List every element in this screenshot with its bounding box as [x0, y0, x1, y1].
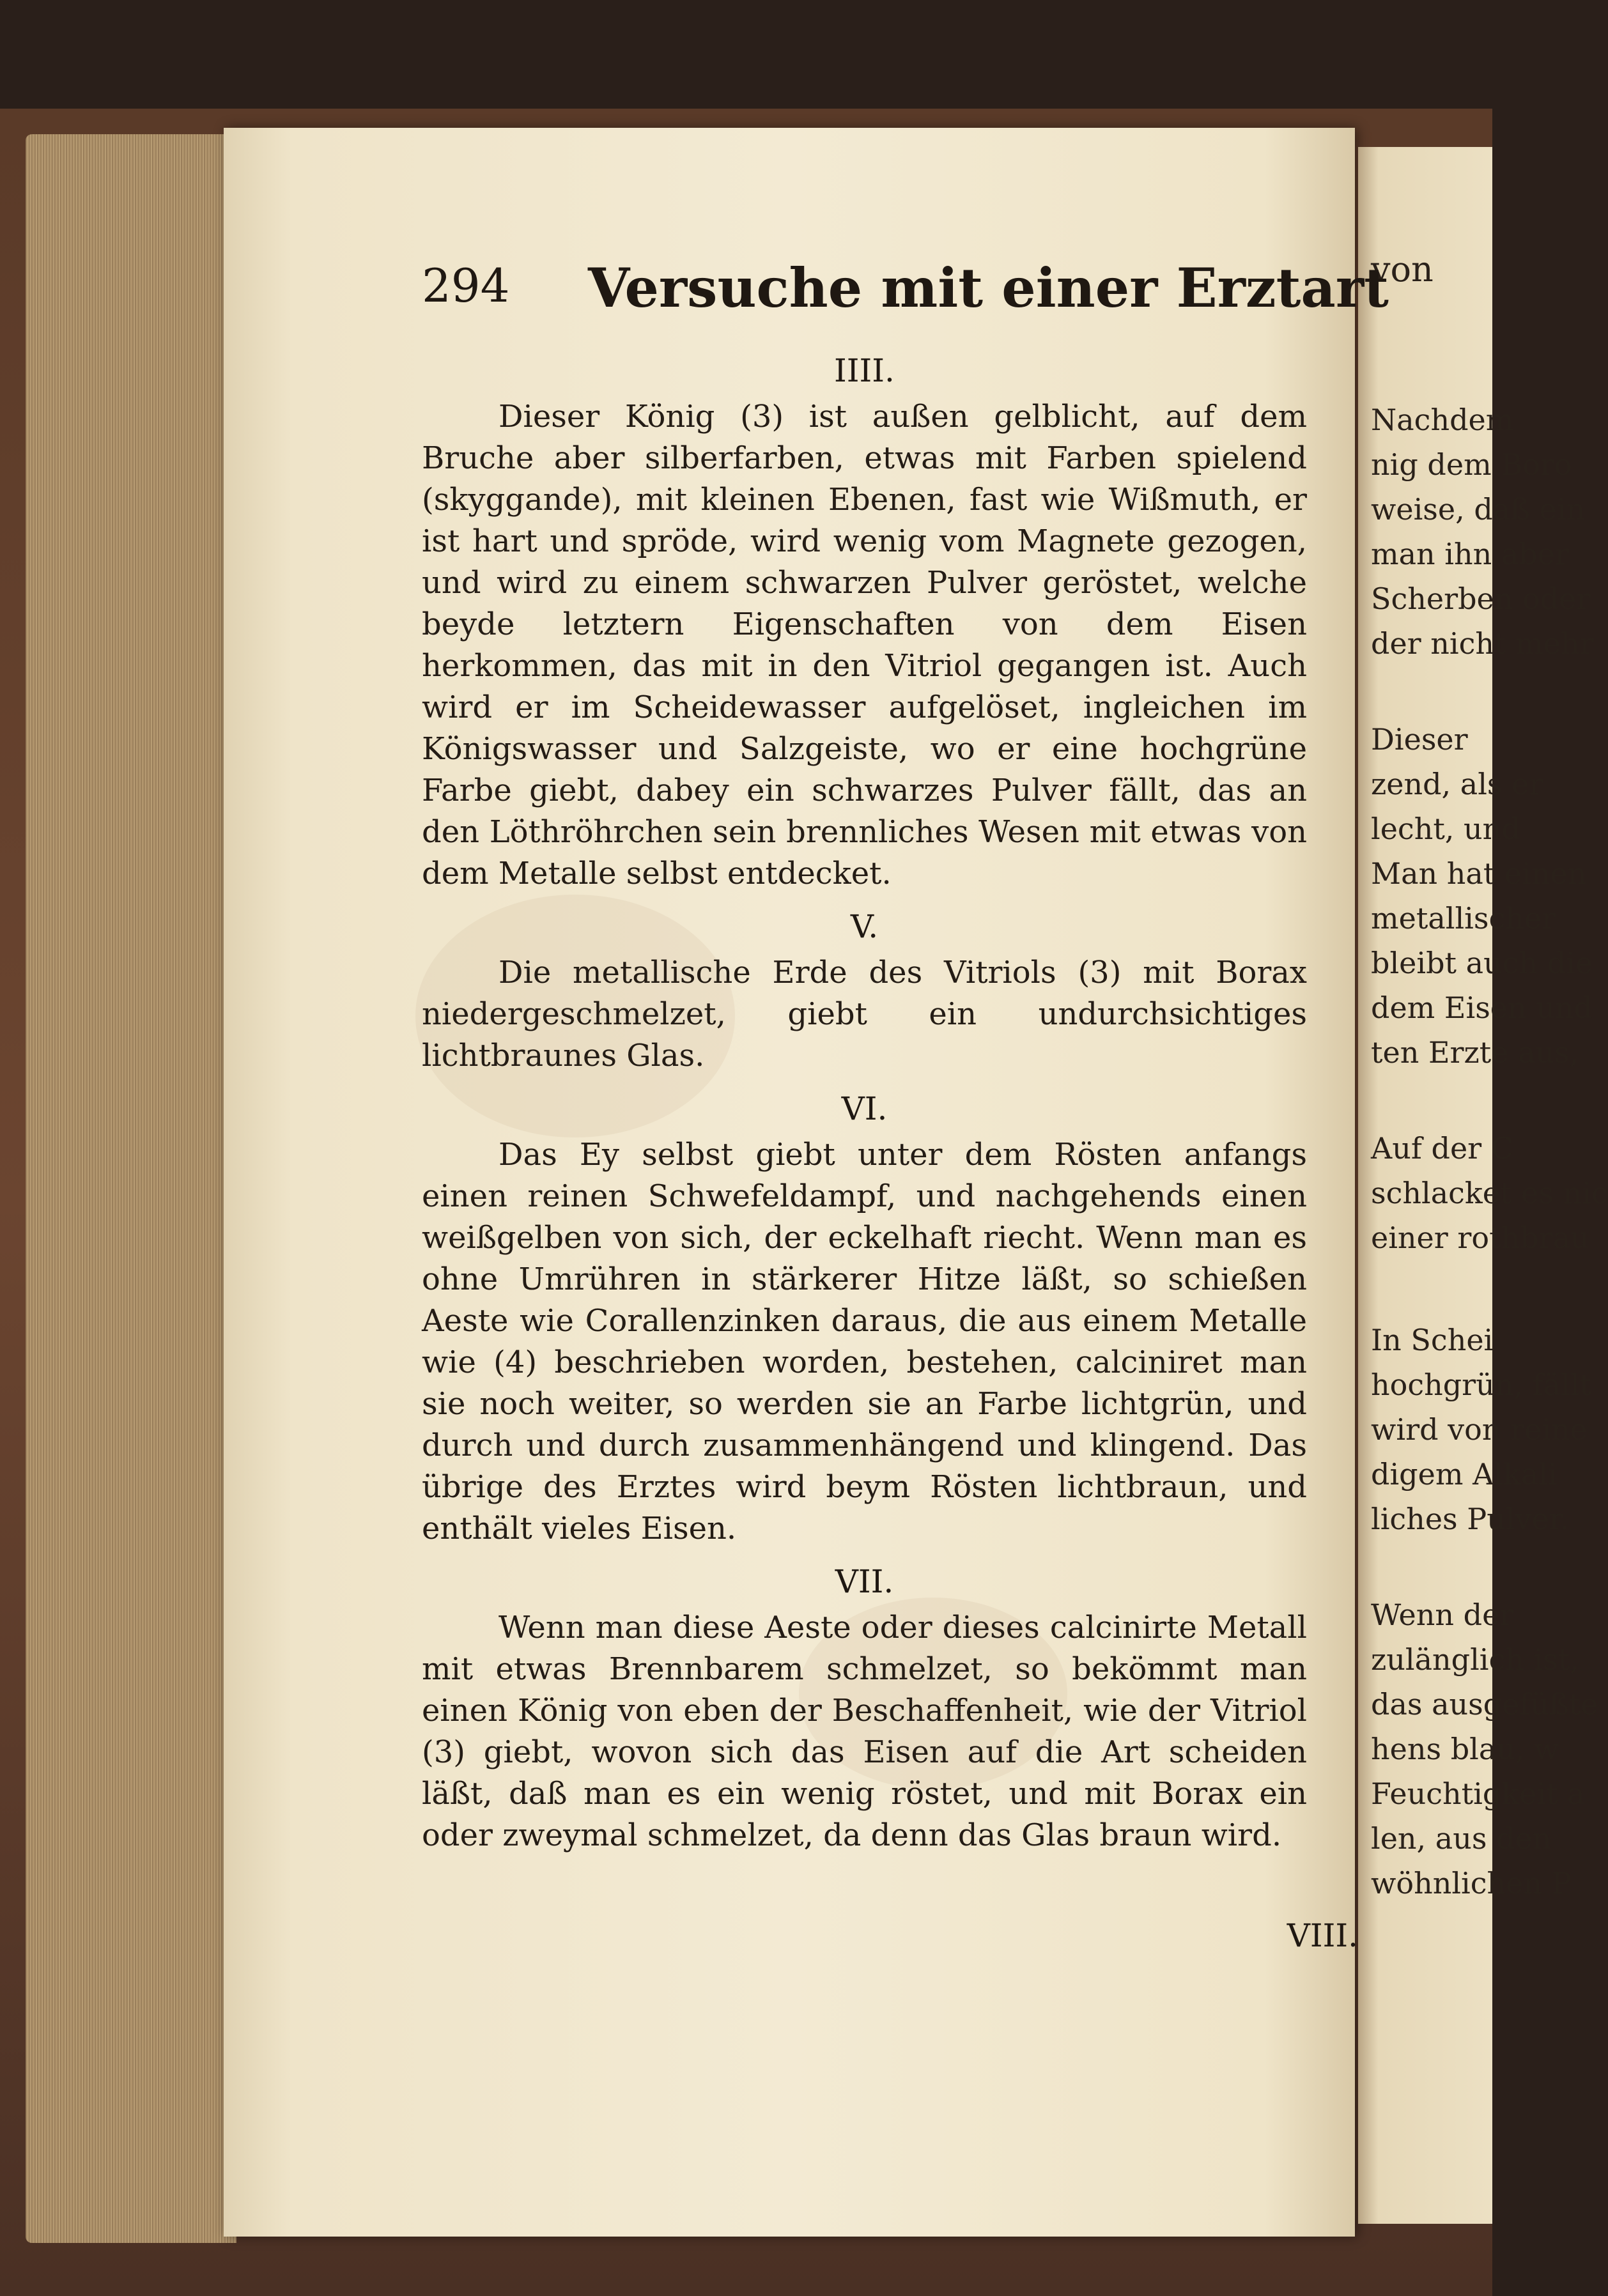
next-page-line: Dieser	[1371, 722, 1468, 757]
section-heading: VII.	[835, 1563, 894, 1600]
next-page-line: Man hat einen	[1371, 856, 1587, 891]
next-page-line: Scherben oder	[1371, 582, 1591, 616]
next-page-line: Auf der C	[1371, 1131, 1513, 1166]
next-page-line: schlacket es nic	[1371, 1176, 1608, 1210]
next-page-line: wöhnlichen P	[1371, 1866, 1572, 1900]
page-number: 294	[422, 259, 510, 312]
paragraph: Das Ey selbst giebt unter dem Rösten anfangs einen reinen Schwefeldampf, und nachgehends einen weißgelben von sich, der eckelhaft riecht. Wenn man es ohne Umrühren in stärkerer Hitze läßt, so schießen Aeste wie Corallenzinken daraus, die aus einem Metalle wie (4) beschrieben worden, bestehen, calciniret man sie noch weiter, so werden sie an Farbe lichtgrün, und durch und durch zusammenhängend und klingend. Das übrige des Erztes wird beym Rösten lichtbraun, und enthält vieles Eisen.	[422, 1137, 1307, 1546]
next-page-line: ten Erzte aus,	[1371, 1035, 1579, 1070]
next-page-line: einer rothbrau	[1371, 1221, 1589, 1255]
next-page-line: liches Pulver.	[1371, 1502, 1570, 1536]
catchword: VIII.	[1287, 1917, 1358, 1954]
next-page-line: wird von reine	[1371, 1412, 1588, 1447]
next-page-line: der nicht mehr	[1371, 626, 1594, 661]
next-page-line: von	[1371, 249, 1434, 289]
next-page-line: digem Alkali	[1371, 1457, 1558, 1491]
next-page-line: man ihn aber	[1371, 537, 1569, 571]
next-page-line: len, aus den	[1371, 1821, 1552, 1856]
next-page-line: lecht, und	[1371, 812, 1520, 846]
running-head	[422, 256, 1389, 329]
next-page-line: In Schei	[1371, 1323, 1494, 1357]
next-page-line: zulänglich ist,	[1371, 1642, 1579, 1677]
next-page-line: bleibt auch die	[1371, 946, 1593, 980]
next-page-line: das ausgefüßte	[1371, 1687, 1598, 1722]
next-page-line: Wenn der	[1371, 1598, 1514, 1632]
next-page-line: weise, daß ein	[1371, 492, 1586, 527]
page-title: Versuche mit einer Erztart	[588, 256, 1389, 320]
section-heading: IIII.	[834, 352, 895, 389]
paragraph: Dieser König (3) ist außen gelblicht, auf dem Bruche aber silberfarben, etwas mit Farben spielend (skyggande), mit kleinen Ebenen, fast wie Wißmuth, er ist hart und spröde, wird wenig vom Magnete gezogen, und wird zu einem schwarzen Pulver geröstet, welche beyde letztern Eigenschaften von dem Eisen herkommen, das mit in den Vitriol gegangen ist. Auch wird er im Scheidewasser aufgelöset, ingleichen im Königswasser und Salzgeiste, wo er eine hochgrüne Farbe giebt, dabey ein schwarzes Pulver fällt, das an den Löthröhrchen sein brennliches Wesen mit etwas von dem Metalle selbst entdecket.	[422, 399, 1307, 891]
section-heading: V.	[850, 908, 879, 945]
next-page-line: hochgrün, fällt	[1371, 1368, 1591, 1402]
section-heading: VI.	[841, 1090, 888, 1127]
next-page-line: nig dem Boro	[1371, 447, 1572, 482]
next-page-line: hens blau, w	[1371, 1732, 1559, 1766]
next-page-line: metallischer	[1371, 901, 1556, 936]
right-page-fragment	[1358, 147, 1608, 2224]
paragraph: Wenn man diese Aeste oder dieses calcinirte Metall mit etwas Brennbarem schmelzet, so bekömmt man einen König von eben der Beschaffenheit, wie der Vitriol (3) giebt, wovon sich das Eisen auf die Art scheiden läßt, daß man es ein wenig röstet, und mit Borax ein oder zweymal schmelzet, da denn das Glas braun wird.	[422, 1610, 1307, 1853]
book-page-edges	[26, 134, 236, 2243]
paragraph: Die metallische Erde des Vitriols (3) mit Borax niedergeschmelzet, giebt ein undurchsichtiges lichtbraunes Glas.	[422, 955, 1307, 1074]
next-page-line: zend, als er	[1371, 767, 1543, 801]
page-body	[422, 345, 1307, 1863]
next-page-line: Feuchtigkeit a	[1371, 1776, 1585, 1811]
next-page-line: Nachdem	[1371, 403, 1514, 437]
next-page-line: dem Eisen und	[1371, 990, 1593, 1025]
